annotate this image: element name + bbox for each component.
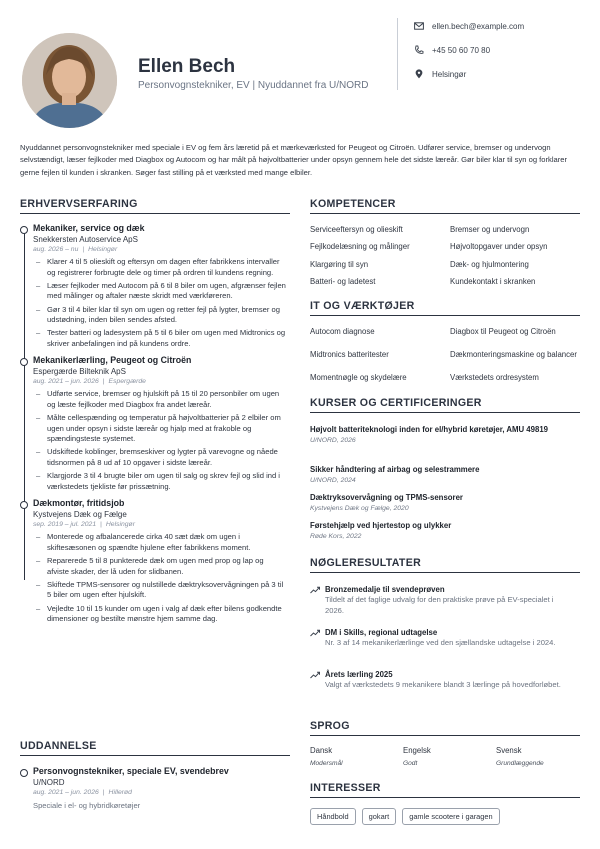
language-item [496,746,580,768]
achievement-title: DM i Skills, regional udtagelse [325,628,438,637]
job-bullet: – Klargjorde 3 til 4 brugte biler om ugen til salg og skrev fejl og slid ind i værkstedets tjekliste før prissætning. [33,471,290,492]
mail-icon [414,21,424,31]
skill-item: Serviceeftersyn og olieskift [310,225,403,234]
timeline-dot [20,358,28,366]
job-entry [20,222,290,349]
job-bullets [33,389,290,492]
languages-list [310,746,580,768]
contact-email[interactable] [414,21,524,31]
achievement-desc: Nr. 3 af 14 mekanikerlærlinge ved den sjællandske udtagelse i 2024. [325,638,556,647]
job-meta: sep. 2019 – jul. 2021 | Helsingør [33,521,135,529]
language-name: Svensk [496,746,522,755]
job-bullet: – Vejledte 10 til 15 kunder om ugen i valg af dæk efter bilens godkendte dimensioner og bestilte mønstre hjem samme dag. [33,604,290,625]
course-title: Førstehjælp ved hjertestop og ulykker [310,521,452,530]
achievement-desc: Tildelt af det faglige udvalg for den praktiske prøve på EV-specialet i 2026. [325,595,554,615]
contact-phone[interactable] [414,45,490,55]
profile-summary: Nyuddannet personvognstekniker med speciale i EV og fem års læretid på et mærkeværksted for Peugeot og Citroën. Udfører service, bremser og undervogn selvstændigt, læser fejlkoder med Diagbox og Autocom og har målt på højvoltbatterier under opsyn gennem hele det sidste læreår. Gør biler klar til syn og forklarer gerne fejlen til kunden i skranken. Søger fast stilling på et værksted med mange elbiler. [20,143,568,177]
education-meta: aug. 2021 – jun. 2026 | Hillerød [33,789,132,796]
job-title: Dækmontør, fritidsjob [33,498,125,509]
education-entry [20,765,290,811]
language-item [403,746,496,768]
course-title: Sikker håndtering af airbag og selestrammere [310,465,480,474]
job-bullet: – Udskiftede koblinger, bremseskiver og lygter på varevogne og nåede tidsnormen på 8 ud af 10 opgaver i sidste læreår. [33,447,290,468]
candidate-name: Ellen Bech [138,56,236,77]
tool-item: Autocom diagnose [310,327,375,336]
job-title: Mekanikerlærling, Peugeot og Citroën [33,355,192,366]
experience-heading: ERHVERVSERFARING [20,198,290,214]
achievements-heading: NØGLERESULTATER [310,557,580,573]
skill-item: Batteri- og ladetest [310,277,376,287]
job-location: Helsingør [88,246,118,253]
courses-heading: KURSER OG CERTIFICERINGER [310,397,580,413]
language-item [310,746,403,768]
job-bullets [33,257,290,349]
job-bullet: – Gør 3 til 4 biler klar til syn om ugen og retter fejl på lygter, bremser og udstødning, inden bilen sendes afsted. [33,305,290,326]
job-company: Snekkersten Autoservice ApS [33,235,138,244]
course-item [310,521,560,541]
language-name: Engelsk [403,746,431,755]
candidate-subtitle: Personvognstekniker, EV | Nyuddannet fra U/NORD [138,80,369,91]
job-company: Kystvejens Dæk og Fælge [33,510,127,520]
language-level: Godt [403,760,418,767]
job-bullet: – Skiftede TPMS-sensorer og nulstillede dæktryksovervågningen på 3 til 5 biler om ugen efter hjulskift. [33,580,290,601]
job-entry [20,497,290,624]
job-location: Espergærde [108,378,146,386]
job-dates: aug. 2026 – nu [33,246,79,253]
email-text[interactable]: ellen.bech@example.com [432,21,525,31]
job-company: Espergærde Bilteknik ApS [33,367,126,377]
achievement-title: Årets lærling 2025 [325,670,393,679]
location-pin-icon [414,69,424,79]
job-dates: aug. 2021 – jun. 2026 [33,378,99,386]
job-bullet: – Målte cellespænding og temperatur på højvoltbatterier på 2 elbiler om ugen under opsyn i sidste læreår og hjalp med at frakoble og spændingsteste systemet. [33,413,290,445]
trend-up-icon [310,629,320,637]
interest-tag: Håndbold [310,808,356,825]
achievement-item [310,669,572,691]
interests-heading: INTERESSER [310,782,580,798]
job-location: Helsingør [105,521,135,529]
contact-location [414,69,466,79]
experience-timeline [20,222,290,627]
course-meta: U/NORD, 2024 [310,476,356,484]
course-item [310,425,560,445]
education-school: U/NORD [33,778,65,787]
language-level: Modersmål [310,760,343,767]
trend-up-icon [310,586,320,594]
tools-grid [310,327,580,396]
achievement-item [310,627,572,649]
timeline-dot [20,769,28,777]
job-bullet: – Monterede og afbalancerede cirka 40 sæt dæk om ugen i skiftesæsonen og spændte hjulene efter fabrikkens moment. [33,532,290,553]
skill-item: Højvoltopgaver under opsyn [450,242,548,252]
education-note: Speciale i el- og hybridkøretøjer [33,801,141,810]
language-level: Grundlæggende [496,760,544,767]
job-bullet: – Reparerede 5 til 8 punkterede dæk om ugen med prop og lap og afviste skader, der lå uden for slidbanen. [33,556,290,577]
job-entry [20,354,290,492]
location-text: Helsingør [432,69,467,79]
education-location: Hillerød [108,789,132,796]
skill-item: Kundekontakt i skranken [450,277,536,287]
tool-item: Værkstedets ordresystem [450,373,539,382]
profile-photo [22,33,117,128]
skill-item: Dæk- og hjulmontering [450,259,529,269]
course-item [310,493,560,513]
education-title: Personvognstekniker, speciale EV, svendebrev [33,766,229,776]
tool-item: Momentnøgle og skydelære [310,373,407,382]
tools-heading: IT OG VÆRKTØJER [310,300,580,316]
timeline-dot [20,226,28,234]
achievement-title-row [310,584,572,595]
skill-item: Klargøring til syn [310,259,369,269]
job-bullets [33,532,290,624]
course-meta: U/NORD, 2026 [310,436,356,444]
skills-heading: KOMPETENCER [310,198,580,214]
job-bullet: – Tester batteri og ladesystem på 5 til 6 biler om ugen med Midtronics og skriver anbefalingen ind på kundens ordre. [33,328,290,349]
course-title: Højvolt batteriteknologi inden for el/hybrid køretøjer, AMU 49819 [310,425,548,434]
education-heading: UDDANNELSE [20,740,290,756]
tool-item: Dækmonteringsmaskine og balancer [450,350,577,359]
job-bullet: – Læser fejlkoder med Autocom på 6 til 8 biler om ugen, afgrænser fejlen med målinger og aftaler næste skridt med værkføreren. [33,281,290,302]
job-dates: sep. 2019 – jul. 2021 [33,521,97,529]
interest-tag: gokart [362,808,397,825]
job-bullet: – Klarer 4 til 5 olieskift og eftersyn om dagen efter fabrikkens intervaller og registrerer forbrugte dele og timer på ordren til kundens regning. [33,257,290,278]
course-title: Dæktryksovervågning og TPMS-sensorer [310,493,463,502]
course-meta: Røde Kors, 2022 [310,532,362,540]
achievement-title-row [310,627,572,638]
languages-heading: SPROG [310,720,580,736]
interests-tags [310,808,506,825]
trend-up-icon [310,671,320,679]
achievement-title: Bronzemedalje til svendeprøven [325,585,445,594]
job-meta: aug. 2021 – jun. 2026 | Espergærde [33,378,146,386]
achievement-title-row [310,669,572,680]
phone-text[interactable]: +45 50 60 70 80 [432,45,491,55]
job-title: Mekaniker, service og dæk [33,223,145,233]
job-bullet: – Udførte service, bremser og hjulskift på 15 til 20 personbiler om ugen og læste fejlkoder med Diagbox fra andet læreår. [33,389,290,410]
tool-item: Midtronics batteritester [310,350,389,359]
achievement-desc: Valgt af værkstedets 9 mekanikere blandt 3 lærlinge på hovedforløbet. [325,680,561,689]
tool-item: Diagbox til Peugeot og Citroën [450,327,556,336]
interest-tag: gamle scootere i garagen [402,808,499,825]
course-item [310,465,560,485]
achievement-item [310,584,572,616]
skill-item: Bremser og undervogn [450,225,530,234]
skill-item: Fejlkodelæsning og målinger [310,242,410,252]
course-meta: Kystvejens Dæk og Fælge, 2020 [310,504,409,512]
header-divider [397,18,398,90]
skills-grid [310,225,580,295]
phone-icon [414,45,424,55]
education-dates: aug. 2021 – jun. 2026 [33,789,99,796]
timeline-dot [20,501,28,509]
language-name: Dansk [310,746,333,755]
job-meta: aug. 2026 – nu | Helsingør [33,246,118,253]
